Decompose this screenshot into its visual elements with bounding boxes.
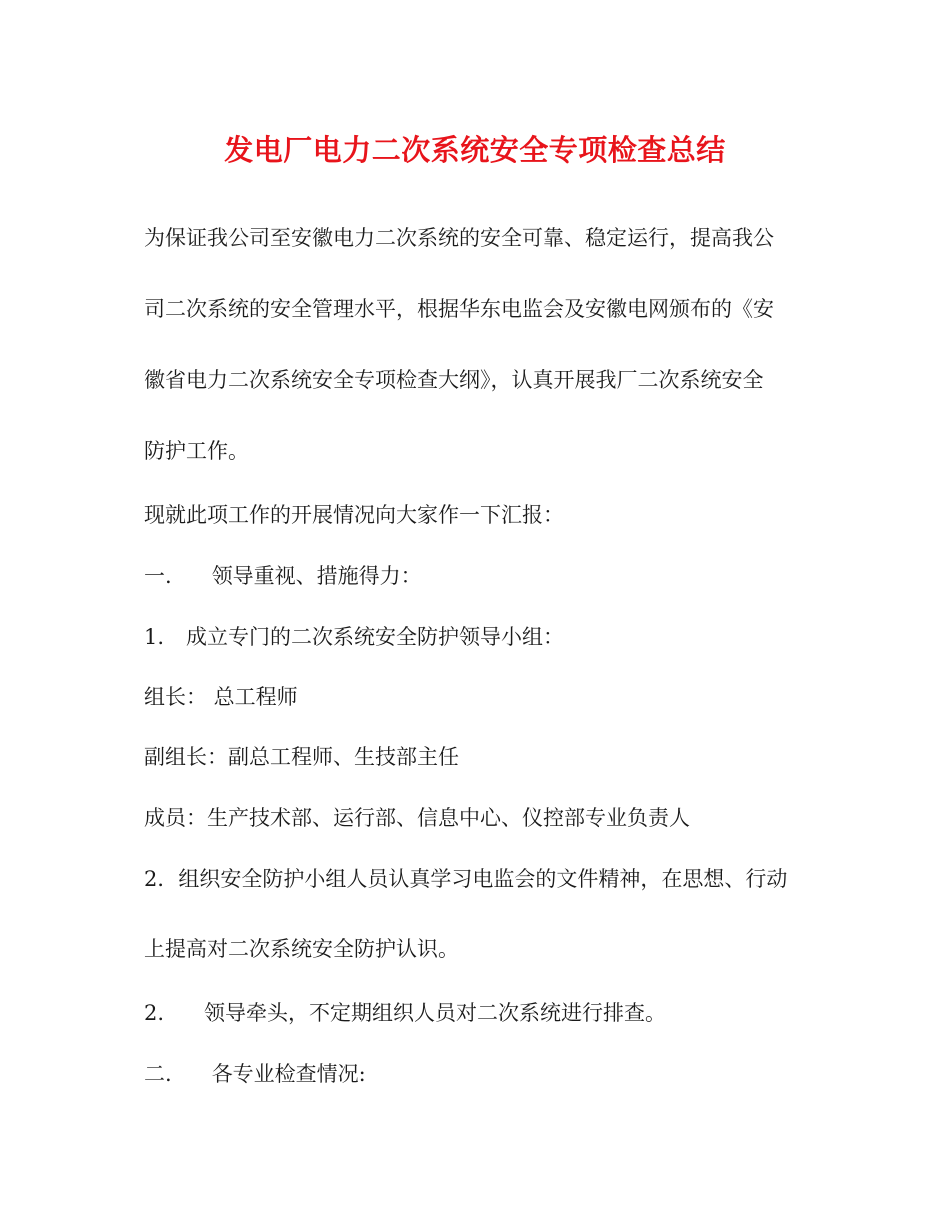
list-item-2-line: 上提高对二次系统安全防护认识。 xyxy=(144,937,459,961)
member-line: 副组长：副总工程师、生技部主任 xyxy=(144,745,459,769)
section-heading-2 xyxy=(144,1059,366,1089)
item-text: 领导牵头，不定期组织人员对二次系统进行排查。 xyxy=(204,1001,667,1025)
item-marker: 2. xyxy=(144,1001,165,1025)
list-item-2-line: 2．组织安全防护小组人员认真学习电监会的文件精神，在思想、行动 xyxy=(144,867,788,891)
paragraph-line: 徽省电力二次系统安全专项检查大纲》，认真开展我厂二次系统安全 xyxy=(144,368,764,392)
document-title: 发电厂电力二次系统安全专项检查总结 xyxy=(224,133,726,167)
member-line: 组长： 总工程师 xyxy=(144,685,298,709)
member-line: 成员：生产技术部、运行部、信息中心、仪控部专业负责人 xyxy=(144,806,690,830)
section-marker: 二. xyxy=(144,1062,172,1086)
list-item-3 xyxy=(144,998,666,1028)
list-item-1 xyxy=(144,622,564,652)
paragraph-line: 现就此项工作的开展情况向大家作一下汇报： xyxy=(144,503,564,527)
paragraph-line: 防护工作。 xyxy=(144,439,249,463)
section-text: 各专业检查情况: xyxy=(211,1062,366,1086)
section-text: 领导重视、措施得力： xyxy=(211,564,422,588)
paragraph-line: 司二次系统的安全管理水平，根据华东电监会及安徽电网颁布的《安 xyxy=(144,297,774,321)
item-text: 成立专门的二次系统安全防护领导小组： xyxy=(186,625,565,649)
section-marker: 一. xyxy=(144,564,172,588)
item-marker: 1. xyxy=(144,625,165,649)
paragraph-line: 为保证我公司至安徽电力二次系统的安全可靠、稳定运行，提高我公 xyxy=(144,226,774,250)
section-heading-1 xyxy=(144,561,422,591)
